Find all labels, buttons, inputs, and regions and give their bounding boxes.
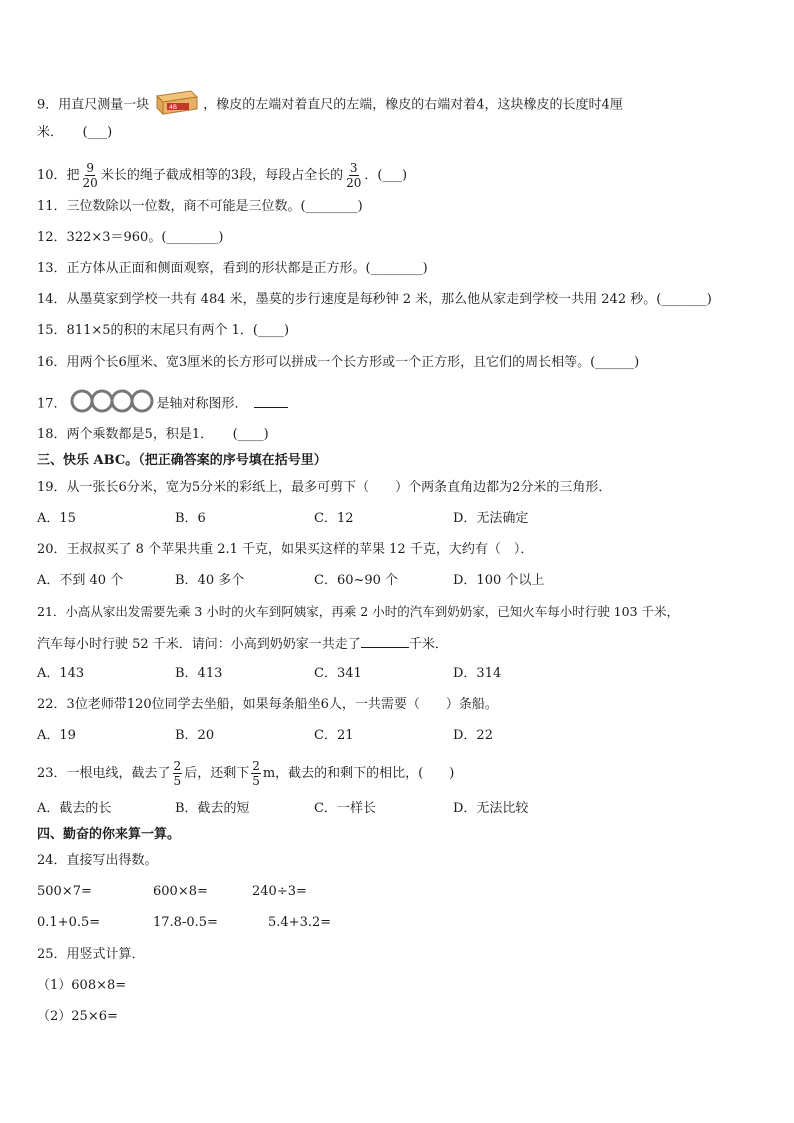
question-20: 20．王叔叔买了 8 个苹果共重 2.1 千克，如果买这样的苹果 12 千克，大约有（ ）． xyxy=(37,542,534,557)
q25-part-2: （2）25×6= xyxy=(37,1009,118,1024)
q22-option-c: C．21 xyxy=(314,728,354,743)
q21-stem2a: 汽车每小时行驶 52 千米．请问：小高到奶奶家一共走了 xyxy=(37,637,361,652)
question-15: 15．811×5的积的末尾只有两个 1．(____) xyxy=(37,323,290,338)
q10-b: 米长的绳子截成相等的3段，每段占全长的 xyxy=(100,168,344,183)
q24-item-3: 240÷3= xyxy=(252,884,307,899)
question-21-line1: 21．小高从家出发需要先乘 3 小时的火车到阿姨家，再乘 2 小时的汽车到奶奶家，已知火车每小时行驶 103 千米， xyxy=(37,604,680,619)
question-12: 12．322×3＝960。(________) xyxy=(37,230,224,245)
q21-option-a: A．143 xyxy=(37,666,85,681)
q17-prefix: 17． xyxy=(37,396,67,412)
q19-option-a: A．15 xyxy=(37,511,76,526)
question-17 xyxy=(37,389,288,419)
q20-option-a: A．不到 40 个 xyxy=(37,573,124,588)
section-4-heading: 四、勤奋的你来算一算。 xyxy=(37,827,181,842)
q17-answer-blank xyxy=(254,394,288,408)
q9-suffix: ，橡皮的左端对着直尺的左端，橡皮的右端对着4，这块橡皮的长度时4厘 xyxy=(203,97,623,113)
question-24: 24．直接写出得数。 xyxy=(37,853,158,868)
question-11: 11．三位数除以一位数，商不可能是三位数。(________) xyxy=(37,199,363,214)
q25-part-1: （1）608×8= xyxy=(37,978,127,993)
fraction-9-20: $\frac{9}{20}$ xyxy=(82,161,98,190)
q17-suffix: 是轴对称图形． xyxy=(156,396,248,412)
question-10 xyxy=(37,161,407,190)
q19-option-d: D．无法确定 xyxy=(453,511,529,526)
question-18: 18．两个乘数都是5，积是1． (____) xyxy=(37,427,269,442)
q20-option-b: B．40 多个 xyxy=(175,573,245,588)
q10-a: 10．把 xyxy=(37,168,80,183)
q22-option-a: A．19 xyxy=(37,728,76,743)
q9-line2: 米． (___) xyxy=(37,125,113,140)
section-3-heading: 三、快乐 ABC。（把正确答案的序号填在括号里） xyxy=(37,453,327,468)
q23-option-a: A．截去的长 xyxy=(37,801,112,816)
q21-answer-blank xyxy=(361,634,409,648)
q24-item-4: 0.1+0.5= xyxy=(37,915,101,930)
q22-option-d: D．22 xyxy=(453,728,493,743)
q21-stem2b: 千米． xyxy=(408,637,448,652)
q10-c: ．(___) xyxy=(364,168,408,183)
four-rings-icon xyxy=(70,389,154,419)
q21-option-b: B．413 xyxy=(175,666,223,681)
fraction-3-20: $\frac{3}{20}$ xyxy=(346,161,362,190)
q22-option-b: B．20 xyxy=(175,728,215,743)
fraction-2-5-first: $\frac{2}{5}$ xyxy=(173,759,182,788)
q21-option-c: C．341 xyxy=(314,666,362,681)
q20-option-c: C．60~90 个 xyxy=(314,573,399,588)
q19-option-c: C．12 xyxy=(314,511,354,526)
question-23 xyxy=(37,759,454,788)
question-16: 16．用两个长6厘米、宽3厘米的长方形可以拼成一个长方形或一个正方形，且它们的周长相等。(______) xyxy=(37,355,640,370)
q24-item-2: 600×8= xyxy=(153,884,208,899)
fraction-2-5-second: $\frac{2}{5}$ xyxy=(252,759,260,788)
question-21-line2 xyxy=(37,634,448,654)
q19-option-b: B．6 xyxy=(175,511,206,526)
q20-option-d: D．100 个以上 xyxy=(453,573,545,588)
question-22: 22．3位老师带120位同学去坐船，如果每条船坐6人，一共需要（ ）条船。 xyxy=(37,697,498,712)
q24-item-1: 500×7= xyxy=(37,884,92,899)
question-9 xyxy=(37,88,623,122)
q23-a: 23．一根电线，截去了 xyxy=(37,766,171,781)
q23-option-b: B．截去的短 xyxy=(175,801,250,816)
question-25: 25．用竖式计算． xyxy=(37,947,145,962)
question-19: 19．从一张长6分米，宽为5分米的彩纸上，最多可剪下（ ）个两条直角边都为2分米的三角形． xyxy=(37,480,612,495)
q9-prefix: 9．用直尺测量一块 xyxy=(37,97,150,113)
q24-item-5: 17.8-0.5= xyxy=(153,915,218,930)
q23-option-c: C．一样长 xyxy=(314,801,376,816)
q23-option-d: D．无法比较 xyxy=(453,801,529,816)
question-13: 13．正方体从正面和侧面观察，看到的形状都是正方形。(________) xyxy=(37,261,428,276)
q23-c: m，截去的和剩下的相比，( ) xyxy=(262,766,455,781)
question-14: 14．从墨莫家到学校一共有 484 米，墨莫的步行速度是每秒钟 2 米，那么他从家走到学校一共用 242 秒。(_______) xyxy=(37,292,712,307)
q24-item-6: 5.4+3.2= xyxy=(268,915,332,930)
q21-option-d: D．314 xyxy=(453,666,502,681)
eraser-icon xyxy=(153,88,199,122)
q23-b: 后，还剩下 xyxy=(184,766,250,781)
eraser-label: 4B xyxy=(169,104,178,111)
